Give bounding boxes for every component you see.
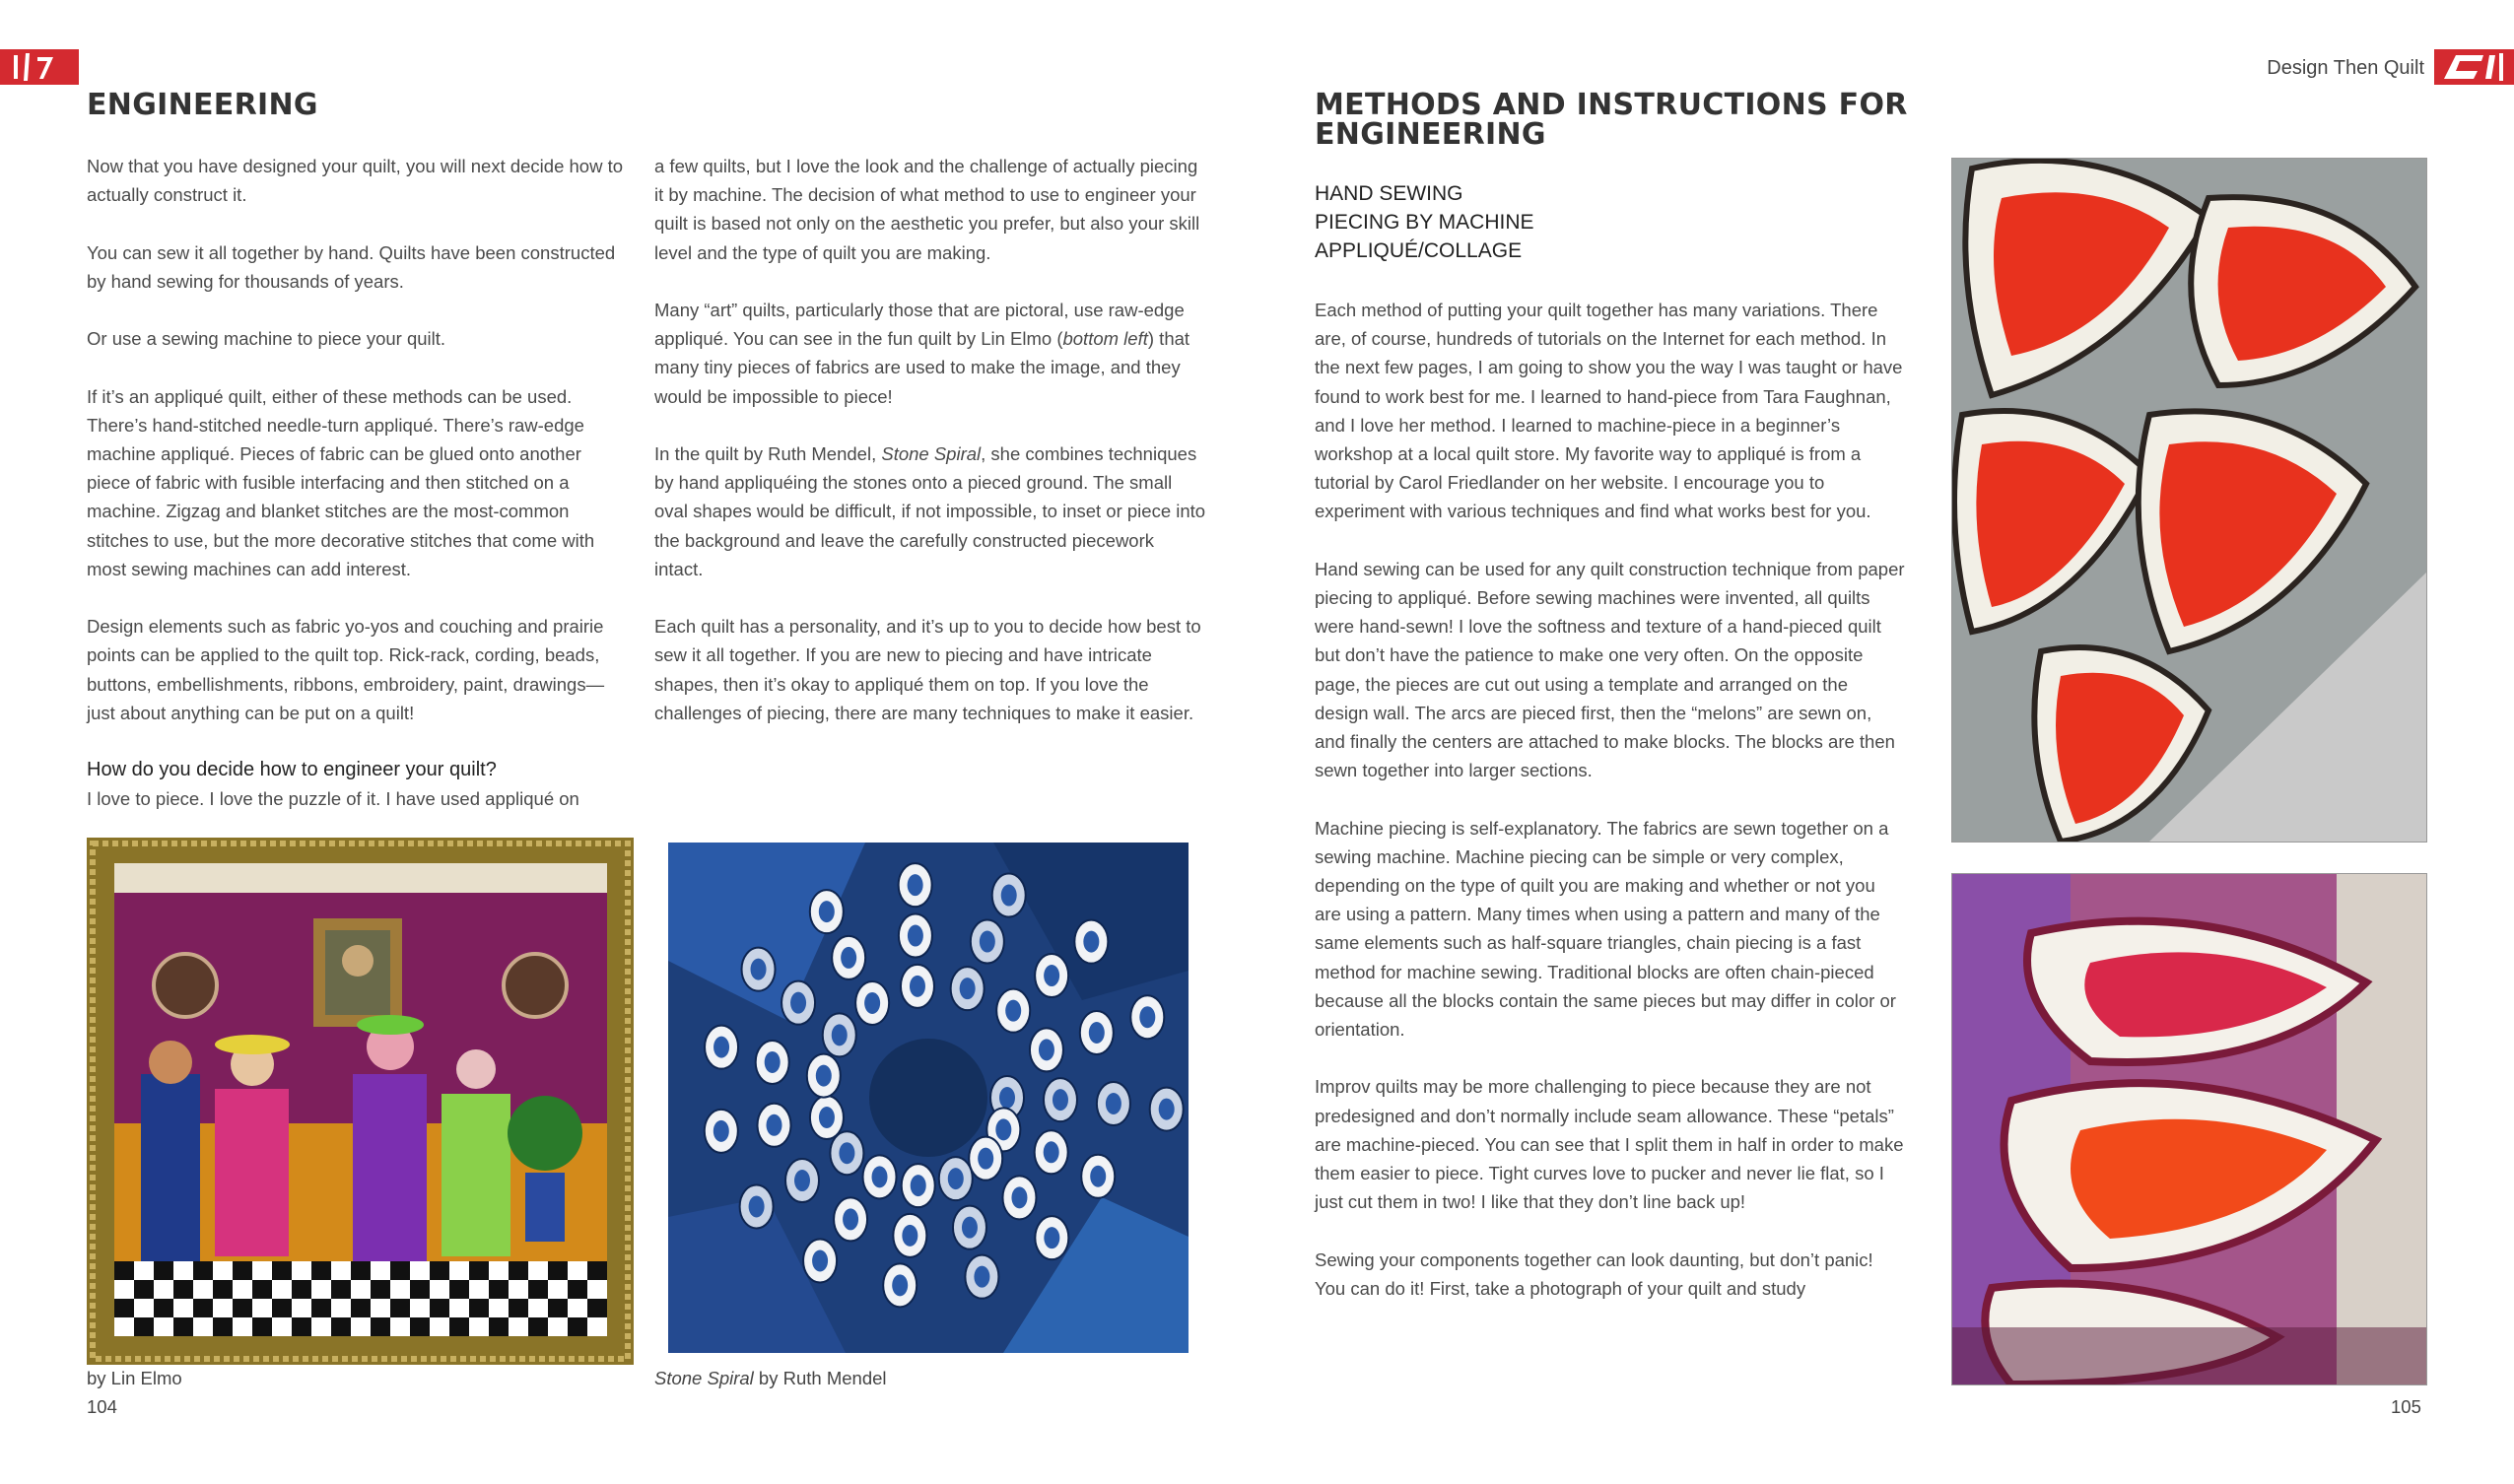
paragraph: Now that you have designed your quilt, you will next decide how to actually construct it. xyxy=(87,156,624,206)
page-title-line2: ENGINEERING xyxy=(1315,117,1546,152)
paragraph: Each quilt has a personality, and it’s up to you to decide how best to sew it all together. If you are new to piecing and have intricate shapes, then it’s okay to appliqué them on top. If you love the challenges of piecing, there are many techniques to make it easier. xyxy=(654,616,1201,723)
book-logo-right xyxy=(2434,49,2514,85)
paragraph: Sewing your components together can look daunting, but don’t panic! You can do it! First, take a photograph of your quilt and study xyxy=(1315,1248,1873,1299)
page-number-right: 105 xyxy=(2391,1396,2421,1417)
paragraph: Each method of putting your quilt together has many variations. There are, of course, hundreds of tutorials on the Internet for each method. In the next few pages, I am going to show you the way I was taught or have found to work best for me. I learned to hand-piece from Tara Faughnan, and I love her method. I learned to machine-piece in a beginner’s workshop at a local quilt store. My favorite way to appliqué is from a tutorial by Carol Friedlander on her website. I encourage you to experiment with various techniques and find what works best for you. xyxy=(1315,300,1903,522)
method-list xyxy=(1315,179,1906,265)
stone-spiral-quilt-image xyxy=(668,843,1189,1353)
paragraph: Or use a sewing machine to piece your quilt. xyxy=(87,328,446,350)
paragraph: If it’s an appliqué quilt, either of these methods can be used. There’s hand-stitched needle-turn appliqué. There’s raw-edge machine appliqué. Pieces of fabric can be glued onto another piece of fabric with fusible interfacing and then stitched on a machine. Zigzag and blanket stitches are the most-common stitches to use, but the more decorative stitches that come with most sewing machines can add interest. xyxy=(87,385,595,579)
right-title xyxy=(1315,88,2004,152)
hand-pieced-arcs-photo xyxy=(1951,158,2427,843)
paragraph: Hand sewing can be used for any quilt construction technique from paper piecing to appliqué. Before sewing machines were invented, all quilts were hand-sewn! I love the softness and texture of a hand-pieced quilt but don’t have the patience to make one very often. On the opposite page, the pieces are cut out using a template and arranged on the design wall. The arcs are pieced first, then the “melons” are sewn on, and finally the centers are attached to make blocks. The blocks are then sewn together into larger sections. xyxy=(1315,558,1905,781)
running-head: Design Then Quilt xyxy=(2267,57,2424,79)
paragraph: In the quilt by Ruth Mendel, Stone Spiral, she combines techniques by hand appliquéing the stones onto a pieced ground. The small oval shapes would be difficult, if not impossible, to inset or piece into the background and leave the carefully constructed piecework intact. xyxy=(654,443,1206,579)
lin-elmo-quilt-image xyxy=(87,838,634,1365)
caption-stone-spiral: Stone Spiral by Ruth Mendel xyxy=(654,1368,887,1388)
paragraph: Improv quilts may be more challenging to piece because they are not predesigned and don’t normally include seam allowance. These “petals” are machine-pieced. You can see that I split them in half in order to make them easier to piece. Tight curves love to pucker and never lie flat, so I just cut them in two! I like that they don’t line back up! xyxy=(1315,1076,1904,1213)
right-column xyxy=(1315,296,1906,1303)
paragraph: Many “art” quilts, particularly those that are pictoral, use raw-edge appliqué. You can see in the fun quilt by Lin Elmo (bottom left) that many tiny pieces of fabrics are used to make the image, and they would be impossible to piece! xyxy=(654,300,1190,407)
book-logo-left xyxy=(0,49,79,85)
paragraph: a few quilts, but I love the look and the challenge of actually piecing it by machine. The decision of what method to use to engineer your quilt is based not only on the aesthetic you prefer, but also your skill level and the type of quilt you are making. xyxy=(654,156,1200,263)
left-column-2 xyxy=(654,152,1206,756)
paragraph: You can sew it all together by hand. Quilts have been constructed by hand sewing for thousands of years. xyxy=(87,241,616,292)
left-column-1 xyxy=(87,152,627,814)
machine-pieced-petals-photo xyxy=(1951,873,2427,1385)
paragraph: Design elements such as fabric yo-yos and couching and prairie points can be applied to the quilt top. Rick-rack, cording, beads, buttons, embellishments, ribbons, embroidery, paint, drawings—just about anything can be put on a quilt! xyxy=(87,616,605,723)
page-title-line1: METHODS AND INSTRUCTIONS FOR xyxy=(1315,88,1908,122)
paragraph: Machine piecing is self-explanatory. The fabrics are sewn together on a sewing machine. Machine piecing can be simple or very complex, depending on the type of quilt you are making and whether or not you are using a pattern. Many times when using a pattern and many of the same elements such as half-square triangles, chain piecing is a fast method for machine sewing. Traditional blocks are often chain-pieced because all the blocks contain the same pieces but may differ in color or orientation. xyxy=(1315,817,1896,1041)
question-heading: How do you decide how to engineer your quilt? xyxy=(87,759,497,781)
paragraph: I love to piece. I love the puzzle of it. I have used appliqué on xyxy=(87,788,579,810)
method-piecing-by-machine: PIECING BY MACHINE xyxy=(1315,211,1534,234)
caption-lin-elmo: by Lin Elmo xyxy=(87,1368,182,1388)
method-applique-collage: APPLIQUÉ/COLLAGE xyxy=(1315,239,1523,262)
method-hand-sewing: HAND SEWING xyxy=(1315,182,1463,205)
page-number-left: 104 xyxy=(87,1396,117,1417)
page-title: ENGINEERING xyxy=(87,88,318,122)
